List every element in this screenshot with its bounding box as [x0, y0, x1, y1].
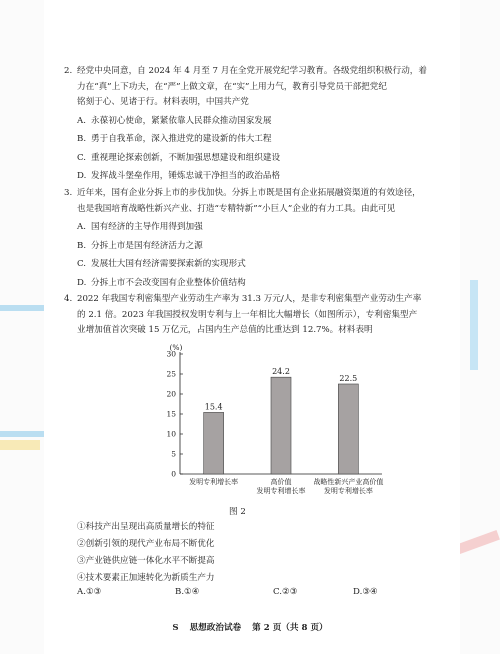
- decor-yellow-stripe: [0, 440, 40, 450]
- x-category-label: 战略性新兴产业高价值: [313, 478, 384, 486]
- option-b: B. 勇于自我革命，深入推进党的建设新的伟大工程: [77, 134, 272, 144]
- statement-3: ③产业链供应链一体化水平不断提高: [77, 556, 215, 566]
- option-b: B. 分拆上市是国有经济活力之源: [77, 240, 203, 251]
- question-stem-line: 的 2.1 倍。2023 年我国授权发明专利与上一年相比大幅增长（如图所示），专利密集型产: [77, 309, 418, 320]
- choice-a: A.①③: [77, 587, 102, 597]
- figure-caption: 图 2: [229, 507, 246, 517]
- option-c: C. 重视理论探索创新，不断加强思想建设和组织建设: [77, 152, 281, 163]
- option-a: A. 永葆初心使命，紧紧依靠人民群众推动国家发展: [77, 115, 272, 126]
- x-category-label: 发明专利增长率: [256, 487, 306, 495]
- y-axis-label: (%): [169, 343, 183, 352]
- decor-blue-frame: [0, 305, 50, 437]
- footer-page: 第 2 页（共 8 页）: [252, 623, 328, 633]
- y-tick-label: 10: [166, 429, 176, 439]
- choice-b: B.①④: [175, 587, 200, 597]
- option-d: D. 发挥战斗堡垒作用，锤炼忠诚干净担当的政治品格: [77, 171, 281, 181]
- choice-d: D.③④: [353, 587, 378, 597]
- x-category-label: 发明专利增长率: [189, 478, 239, 486]
- question-stem-line: 业增加值首次突破 15 万亿元，占国内生产总值的比重达到 12.7%。材料表明: [77, 325, 373, 335]
- y-tick-label: 25: [166, 369, 176, 379]
- question-stem-line: 力在“真”上下功夫，在“严”上做文章，在“实”上用力气，教育引导党员干部把党纪: [77, 81, 387, 92]
- question-number: 3.: [64, 188, 73, 198]
- bar: [271, 377, 291, 474]
- question-2: [64, 64, 455, 185]
- page-footer: [0, 621, 500, 633]
- statement-2: ②创新引领的现代产业布局不断优化: [77, 539, 215, 549]
- question-3: [64, 186, 455, 291]
- x-category-label: 发明专利增长率: [323, 487, 373, 495]
- y-tick-label: 15: [166, 409, 176, 419]
- option-c: C. 发展壮大国有经济需要探索新的实现形式: [77, 259, 246, 269]
- y-tick-label: 0: [171, 469, 176, 479]
- bar: [338, 384, 358, 474]
- bar-value-label: 15.4: [204, 402, 223, 412]
- bar-value-label: 22.5: [339, 374, 358, 383]
- option-a: A. 国有经济的主导作用得到加强: [77, 222, 203, 232]
- question-number: 4.: [64, 294, 73, 304]
- option-d: D. 分拆上市不会改变国有企业整体价值结构: [77, 277, 246, 288]
- bar-value-label: 24.2: [272, 367, 290, 377]
- y-tick-label: 5: [171, 449, 176, 459]
- statement-1: ①科技产出呈现出高质量增长的特征: [77, 522, 215, 532]
- question-stem-line: 经党中央同意，自 2024 年 4 月至 7 月在全党开展党纪学习教育。各级党组织积极行动，着: [77, 66, 427, 76]
- question-number: 2.: [64, 66, 73, 76]
- decor-blue-stripe: [470, 280, 478, 370]
- footer-title: 思想政治试卷: [189, 623, 242, 633]
- question-4: [64, 292, 455, 339]
- footer-prefix: S: [172, 623, 179, 633]
- y-tick-label: 30: [166, 349, 176, 359]
- bar: [204, 412, 224, 474]
- question-stem-line: 2022 年我国专利密集型产业劳动生产率为 31.3 万元/人，是非专利密集型产业劳动生产率: [77, 294, 422, 304]
- y-tick-label: 20: [166, 389, 176, 399]
- question-stem-line: 也是我国培育战略性新兴产业、打造“专精特新”“小巨人”企业的有力工具。由此可见: [77, 203, 396, 214]
- question-stem-line: 铭刻于心、见诸于行。材料表明，中国共产党: [77, 97, 249, 107]
- patent-growth-bar-chart: [150, 342, 390, 507]
- x-category-label: 高价值: [270, 478, 292, 486]
- question-stem-line: 近年来，国有企业分拆上市的步伐加快。分拆上市既是国有企业拓展融资渠道的有效途径，: [77, 188, 421, 198]
- statement-4: ④技术要素正加速转化为新质生产力: [77, 573, 215, 583]
- choice-c: C.②③: [273, 587, 298, 597]
